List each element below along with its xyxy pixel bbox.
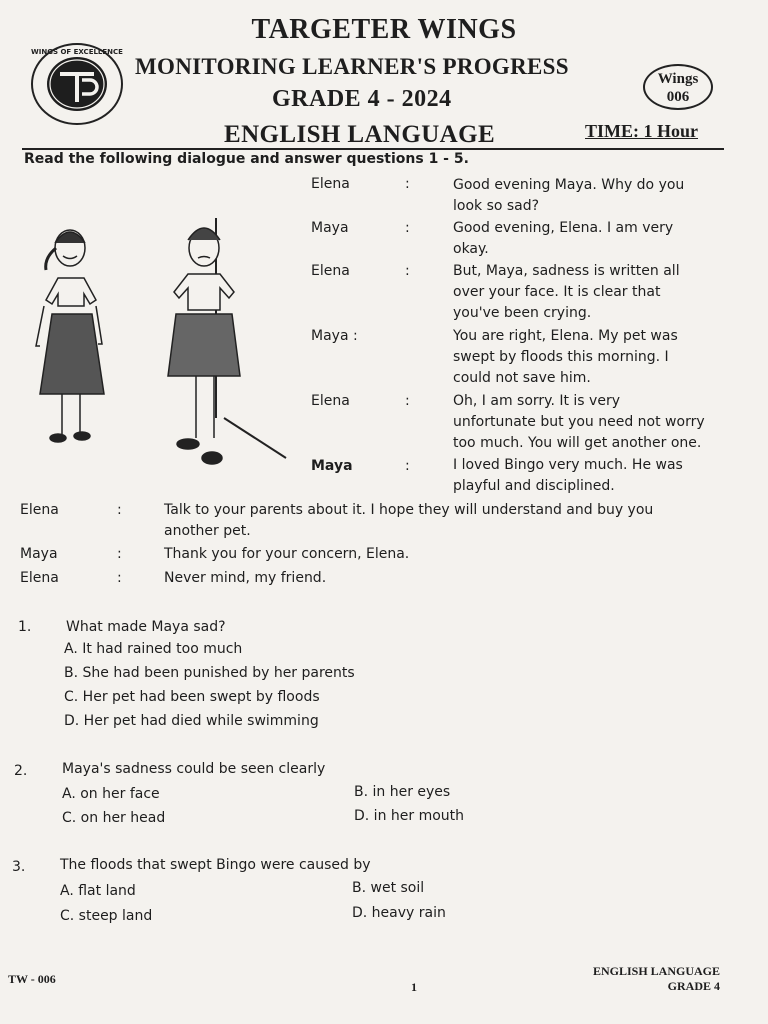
- dialogue-line: [453, 175, 728, 217]
- speaker-name: Maya: [311, 458, 353, 474]
- speaker-colon: :: [117, 570, 122, 586]
- dialogue-line: [164, 544, 724, 565]
- answer-option[interactable]: A. on her face: [62, 786, 160, 802]
- question-number: 2.: [14, 763, 28, 779]
- speaker-colon: :: [117, 546, 122, 562]
- speaker-name: Elena: [20, 570, 59, 586]
- dialogue-text: You are right, Elena. My pet was: [453, 328, 678, 344]
- speaker-colon: :: [405, 220, 410, 236]
- footer-grade-line: GRADE 4: [667, 979, 720, 993]
- dialogue-text: playful and disciplined.: [453, 478, 615, 494]
- dialogue-line: [453, 391, 728, 454]
- footer-subject: [593, 964, 720, 994]
- speaker-name: Elena: [311, 393, 350, 409]
- answer-option[interactable]: A. flat land: [60, 883, 136, 899]
- instruction-text: Read the following dialogue and answer questions 1 - 5.: [24, 151, 469, 167]
- dialogue-text: unfortunate but you need not worry: [453, 414, 705, 430]
- dialogue-text: swept by floods this morning. I: [453, 349, 669, 365]
- dialogue-text: Good evening Maya. Why do you: [453, 177, 685, 193]
- wings-badge: [643, 64, 713, 110]
- speaker-name: Maya :: [311, 328, 358, 344]
- page-title: TARGETER WINGS: [251, 14, 517, 45]
- dialogue-text: could not save him.: [453, 370, 591, 386]
- school-logo: [30, 42, 124, 126]
- dialogue-text: But, Maya, sadness is written all: [453, 263, 680, 279]
- dialogue-text: over your face. It is clear that: [453, 284, 661, 300]
- answer-option[interactable]: B. in her eyes: [354, 784, 451, 800]
- answer-option[interactable]: D. Her pet had died while swimming: [64, 713, 319, 729]
- question-text: What made Maya sad?: [66, 619, 226, 635]
- speaker-name: Maya: [311, 220, 349, 236]
- answer-option[interactable]: C. Her pet had been swept by floods: [64, 689, 320, 705]
- question-number: 1.: [18, 619, 32, 635]
- dialogue-line: [453, 326, 728, 389]
- dialogue-text: Good evening, Elena. I am very: [453, 220, 674, 236]
- speaker-colon: :: [405, 176, 410, 192]
- page-number: 1: [411, 980, 417, 994]
- badge-line2: 006: [666, 89, 690, 105]
- answer-option[interactable]: C. on her head: [62, 810, 166, 826]
- page-subtitle: MONITORING LEARNER'S PROGRESS: [135, 54, 569, 79]
- dialogue-text: Talk to your parents about it. I hope they will understand and buy you: [164, 502, 654, 518]
- dialogue-text: another pet.: [164, 523, 251, 539]
- speaker-name: Elena: [311, 176, 350, 192]
- dialogue-text: I loved Bingo very much. He was: [453, 457, 683, 473]
- dialogue-line: [453, 218, 728, 260]
- speaker-colon: :: [405, 393, 410, 409]
- speaker-name: Elena: [20, 502, 59, 518]
- footer-subject-line: ENGLISH LANGUAGE: [592, 964, 720, 978]
- answer-option[interactable]: A. It had rained too much: [64, 641, 243, 657]
- subject-title: ENGLISH LANGUAGE: [224, 121, 496, 148]
- dialogue-text: Never mind, my friend.: [164, 570, 327, 586]
- sad-girl-figure: [168, 218, 286, 464]
- dialogue-text: you've been crying.: [453, 305, 592, 321]
- dialogue-line: [453, 455, 728, 497]
- girls-illustration: [28, 218, 298, 478]
- dialogue-line: [453, 261, 728, 324]
- logo-text: WINGS OF EXCELLENCE: [31, 48, 123, 56]
- speaker-colon: :: [405, 458, 410, 474]
- answer-option[interactable]: D. in her mouth: [354, 808, 465, 824]
- time-label: TIME: 1 Hour: [585, 121, 699, 141]
- dialogue-line: [164, 568, 724, 589]
- dialogue-text: Oh, I am sorry. It is very: [453, 393, 620, 409]
- grade-year: GRADE 4 - 2024: [272, 86, 452, 112]
- question-text: Maya's sadness could be seen clearly: [62, 761, 326, 777]
- speaker-name: Maya: [20, 546, 58, 562]
- speaker-colon: :: [117, 502, 122, 518]
- speaker-colon: :: [405, 263, 410, 279]
- speaker-name: Elena: [311, 263, 350, 279]
- badge-line1: Wings: [657, 71, 699, 87]
- answer-option[interactable]: B. wet soil: [352, 880, 425, 896]
- header-divider: [22, 148, 724, 150]
- answer-option[interactable]: B. She had been punished by her parents: [64, 665, 355, 681]
- crying-girl-figure: [36, 230, 104, 442]
- dialogue-text: look so sad?: [453, 198, 540, 214]
- footer-code: TW - 006: [8, 972, 56, 986]
- answer-option[interactable]: C. steep land: [60, 908, 153, 924]
- dialogue-text: okay.: [453, 241, 489, 257]
- answer-option[interactable]: D. heavy rain: [352, 905, 446, 921]
- dialogue-text: too much. You will get another one.: [453, 435, 702, 451]
- question-number: 3.: [12, 859, 26, 875]
- dialogue-line: [164, 500, 724, 542]
- dialogue-text: Thank you for your concern, Elena.: [164, 546, 410, 562]
- question-text: The floods that swept Bingo were caused by: [60, 857, 371, 873]
